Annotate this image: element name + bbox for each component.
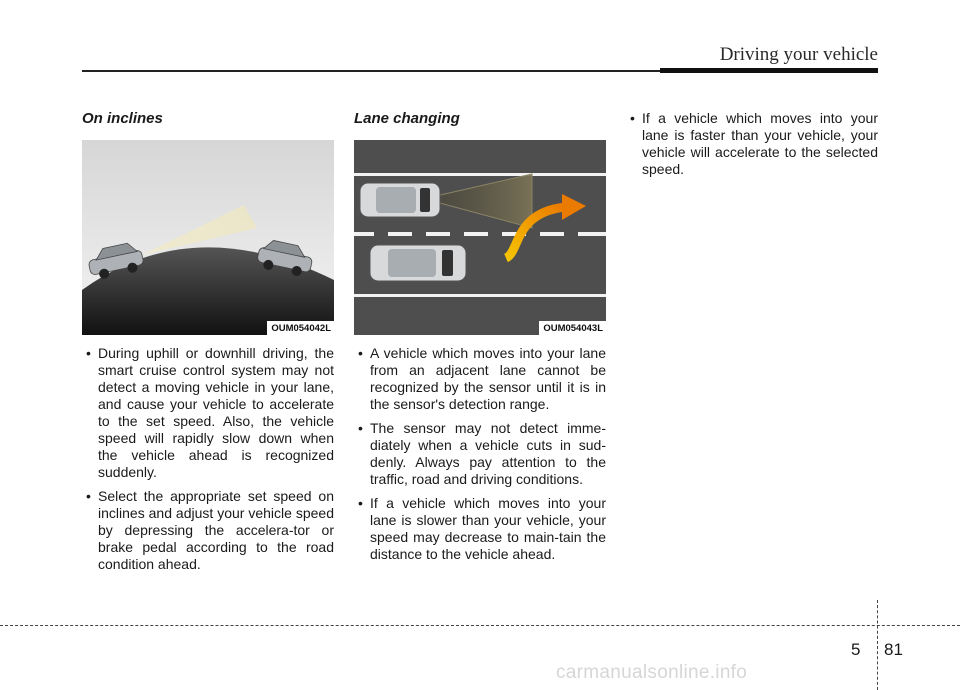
page-number: 81 [884,640,903,659]
chapter-number: 5 [851,640,861,659]
bullet-item: • Select the appropriate set speed on inclines and adjust your vehicle speed by depressing the accelera-tor or brake pedal according to the road condition ahead. [82,488,334,573]
car-behind [370,245,466,281]
section-lane-changing [354,110,606,570]
footer-rule [0,625,960,626]
bullet-list [354,345,606,563]
section-on-inclines [82,110,334,580]
car-front [360,183,440,217]
section-continued [626,110,878,185]
bullet-item: • During uphill or downhill driving, the smart cruise control system may not detect a moving vehicle in your lane, and cause your vehicle to accelerate to the set speed. Also, the vehicle speed will rapidly slow down when the vehicle ahead is recognized suddenly. [82,345,334,481]
bullet-item: • The sensor may not detect imme-diately when a vehicle cuts in sud-denly. Always pay attention to the traffic, road and driving conditions. [354,420,606,488]
incline-scene [82,140,334,335]
bullet-list [82,345,334,573]
incline-illustration [82,140,334,335]
figure-code: OUM054043L [539,321,606,335]
bullet-item: • A vehicle which moves into your lane from an adjacent lane cannot be recognized by the sensor until it is in the sensor's detection range. [354,345,606,413]
watermark: carmanualsonline.info [556,662,748,683]
bullet-list [626,110,878,178]
section-title: On inclines [82,110,163,127]
lane-change-illustration [354,140,606,335]
bullet-item: • If a vehicle which moves into your lane is faster than your vehicle, your vehicle will accelerate to the selected speed. [626,110,878,178]
footer-divider [877,600,878,690]
running-header: Driving your vehicle [719,44,878,65]
header-rule-accent [660,68,878,73]
bullet-item: • If a vehicle which moves into your lane is slower than your vehicle, your speed may decrease to main-tain the distance to the vehicle ahead. [354,495,606,563]
lane-change-scene [354,140,606,335]
figure-code: OUM054042L [267,321,334,335]
section-title: Lane changing [354,110,460,127]
